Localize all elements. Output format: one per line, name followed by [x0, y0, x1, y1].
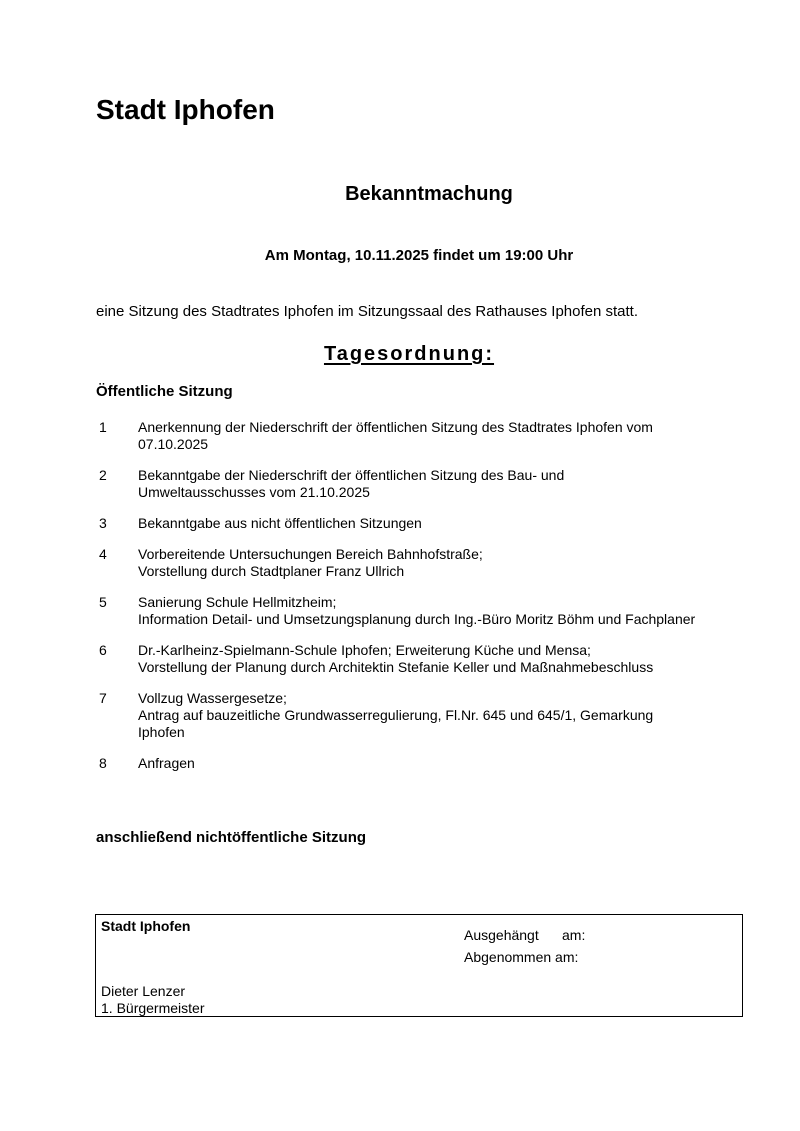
agenda-item-line: Vorstellung der Planung durch Architektin Stefanie Keller und Maßnahmebeschluss: [138, 659, 654, 675]
agenda-item-number: 3: [99, 515, 107, 531]
agenda-item-text: [138, 515, 746, 532]
agenda-item-number: 6: [99, 642, 107, 658]
agenda-item: [96, 546, 746, 580]
posted-label: Ausgehängt: [464, 927, 539, 943]
agenda-item-line: Anfragen: [138, 755, 195, 771]
notice-heading: Bekanntmachung: [345, 183, 513, 205]
agenda-item: [96, 419, 746, 453]
agenda-item-text: [138, 594, 746, 628]
agenda-item-line: Umweltausschusses vom 21.10.2025: [138, 484, 370, 500]
closed-session-note: anschließend nichtöffentliche Sitzung: [96, 829, 367, 846]
agenda-item-text: [138, 642, 746, 676]
agenda-item: [96, 515, 746, 532]
agenda-item-line: Vorbereitende Untersuchungen Bereich Bahnhofstraße;: [138, 546, 483, 562]
agenda-item-line: Bekanntgabe aus nicht öffentlichen Sitzungen: [138, 515, 422, 531]
agenda-item: [96, 594, 746, 628]
agenda-item-line: Sanierung Schule Hellmitzheim;: [138, 594, 337, 610]
signature-box-city: Stadt Iphofen: [101, 918, 191, 934]
agenda-item-number: 7: [99, 690, 107, 706]
agenda-item-line: Vorstellung durch Stadtplaner Franz Ullrich: [138, 563, 405, 579]
agenda-item-line: Iphofen: [138, 724, 185, 740]
agenda-item-line: Anerkennung der Niederschrift der öffentlichen Sitzung des Stadtrates Iphofen vom: [138, 419, 653, 435]
agenda-title: Tagesordnung:: [323, 343, 495, 365]
agenda-item-line: Bekanntgabe der Niederschrift der öffentlichen Sitzung des Bau- und: [138, 467, 565, 483]
agenda-item: [96, 642, 746, 676]
agenda-item-number: 2: [99, 467, 107, 483]
posted-suffix: am:: [562, 927, 586, 943]
agenda-item-line: Vollzug Wassergesetze;: [138, 690, 287, 706]
agenda-item-line: Dr.-Karlheinz-Spielmann-Schule Iphofen; Erweiterung Küche und Mensa;: [138, 642, 591, 658]
agenda-item-number: 4: [99, 546, 107, 562]
agenda-item-number: 1: [99, 419, 107, 435]
mayor-role: 1. Bürgermeister: [101, 1000, 205, 1016]
agenda-item-text: [138, 467, 746, 501]
public-session-label: Öffentliche Sitzung: [96, 383, 233, 400]
meeting-date-line: Am Montag, 10.11.2025 findet um 19:00 Uhr: [264, 247, 574, 264]
signature-box: [95, 914, 743, 1017]
agenda-list: [96, 419, 746, 786]
agenda-item-text: [138, 546, 746, 580]
agenda-item-number: 8: [99, 755, 107, 771]
agenda-item-line: 07.10.2025: [138, 436, 209, 452]
agenda-item: [96, 690, 746, 741]
removed-label: Abgenommen am:: [464, 949, 579, 965]
agenda-item: [96, 755, 746, 772]
agenda-item-text: [138, 690, 746, 741]
page-title: Stadt Iphofen: [96, 94, 275, 125]
mayor-name: Dieter Lenzer: [101, 983, 186, 999]
agenda-item-line: Information Detail- und Umsetzungsplanung durch Ing.-Büro Moritz Böhm und Fachplaner: [138, 611, 696, 627]
agenda-item-text: [138, 755, 746, 772]
removed-row: [464, 948, 582, 966]
agenda-item-text: [138, 419, 746, 453]
agenda-item-line: Antrag auf bauzeitliche Grundwasserregulierung, Fl.Nr. 645 und 645/1, Gemarkung: [138, 707, 654, 723]
agenda-item-number: 5: [99, 594, 107, 610]
meeting-intro-text: eine Sitzung des Stadtrates Iphofen im Sitzungssaal des Rathauses Iphofen statt.: [96, 303, 638, 320]
agenda-item: [96, 467, 746, 501]
posted-row: [464, 926, 585, 944]
